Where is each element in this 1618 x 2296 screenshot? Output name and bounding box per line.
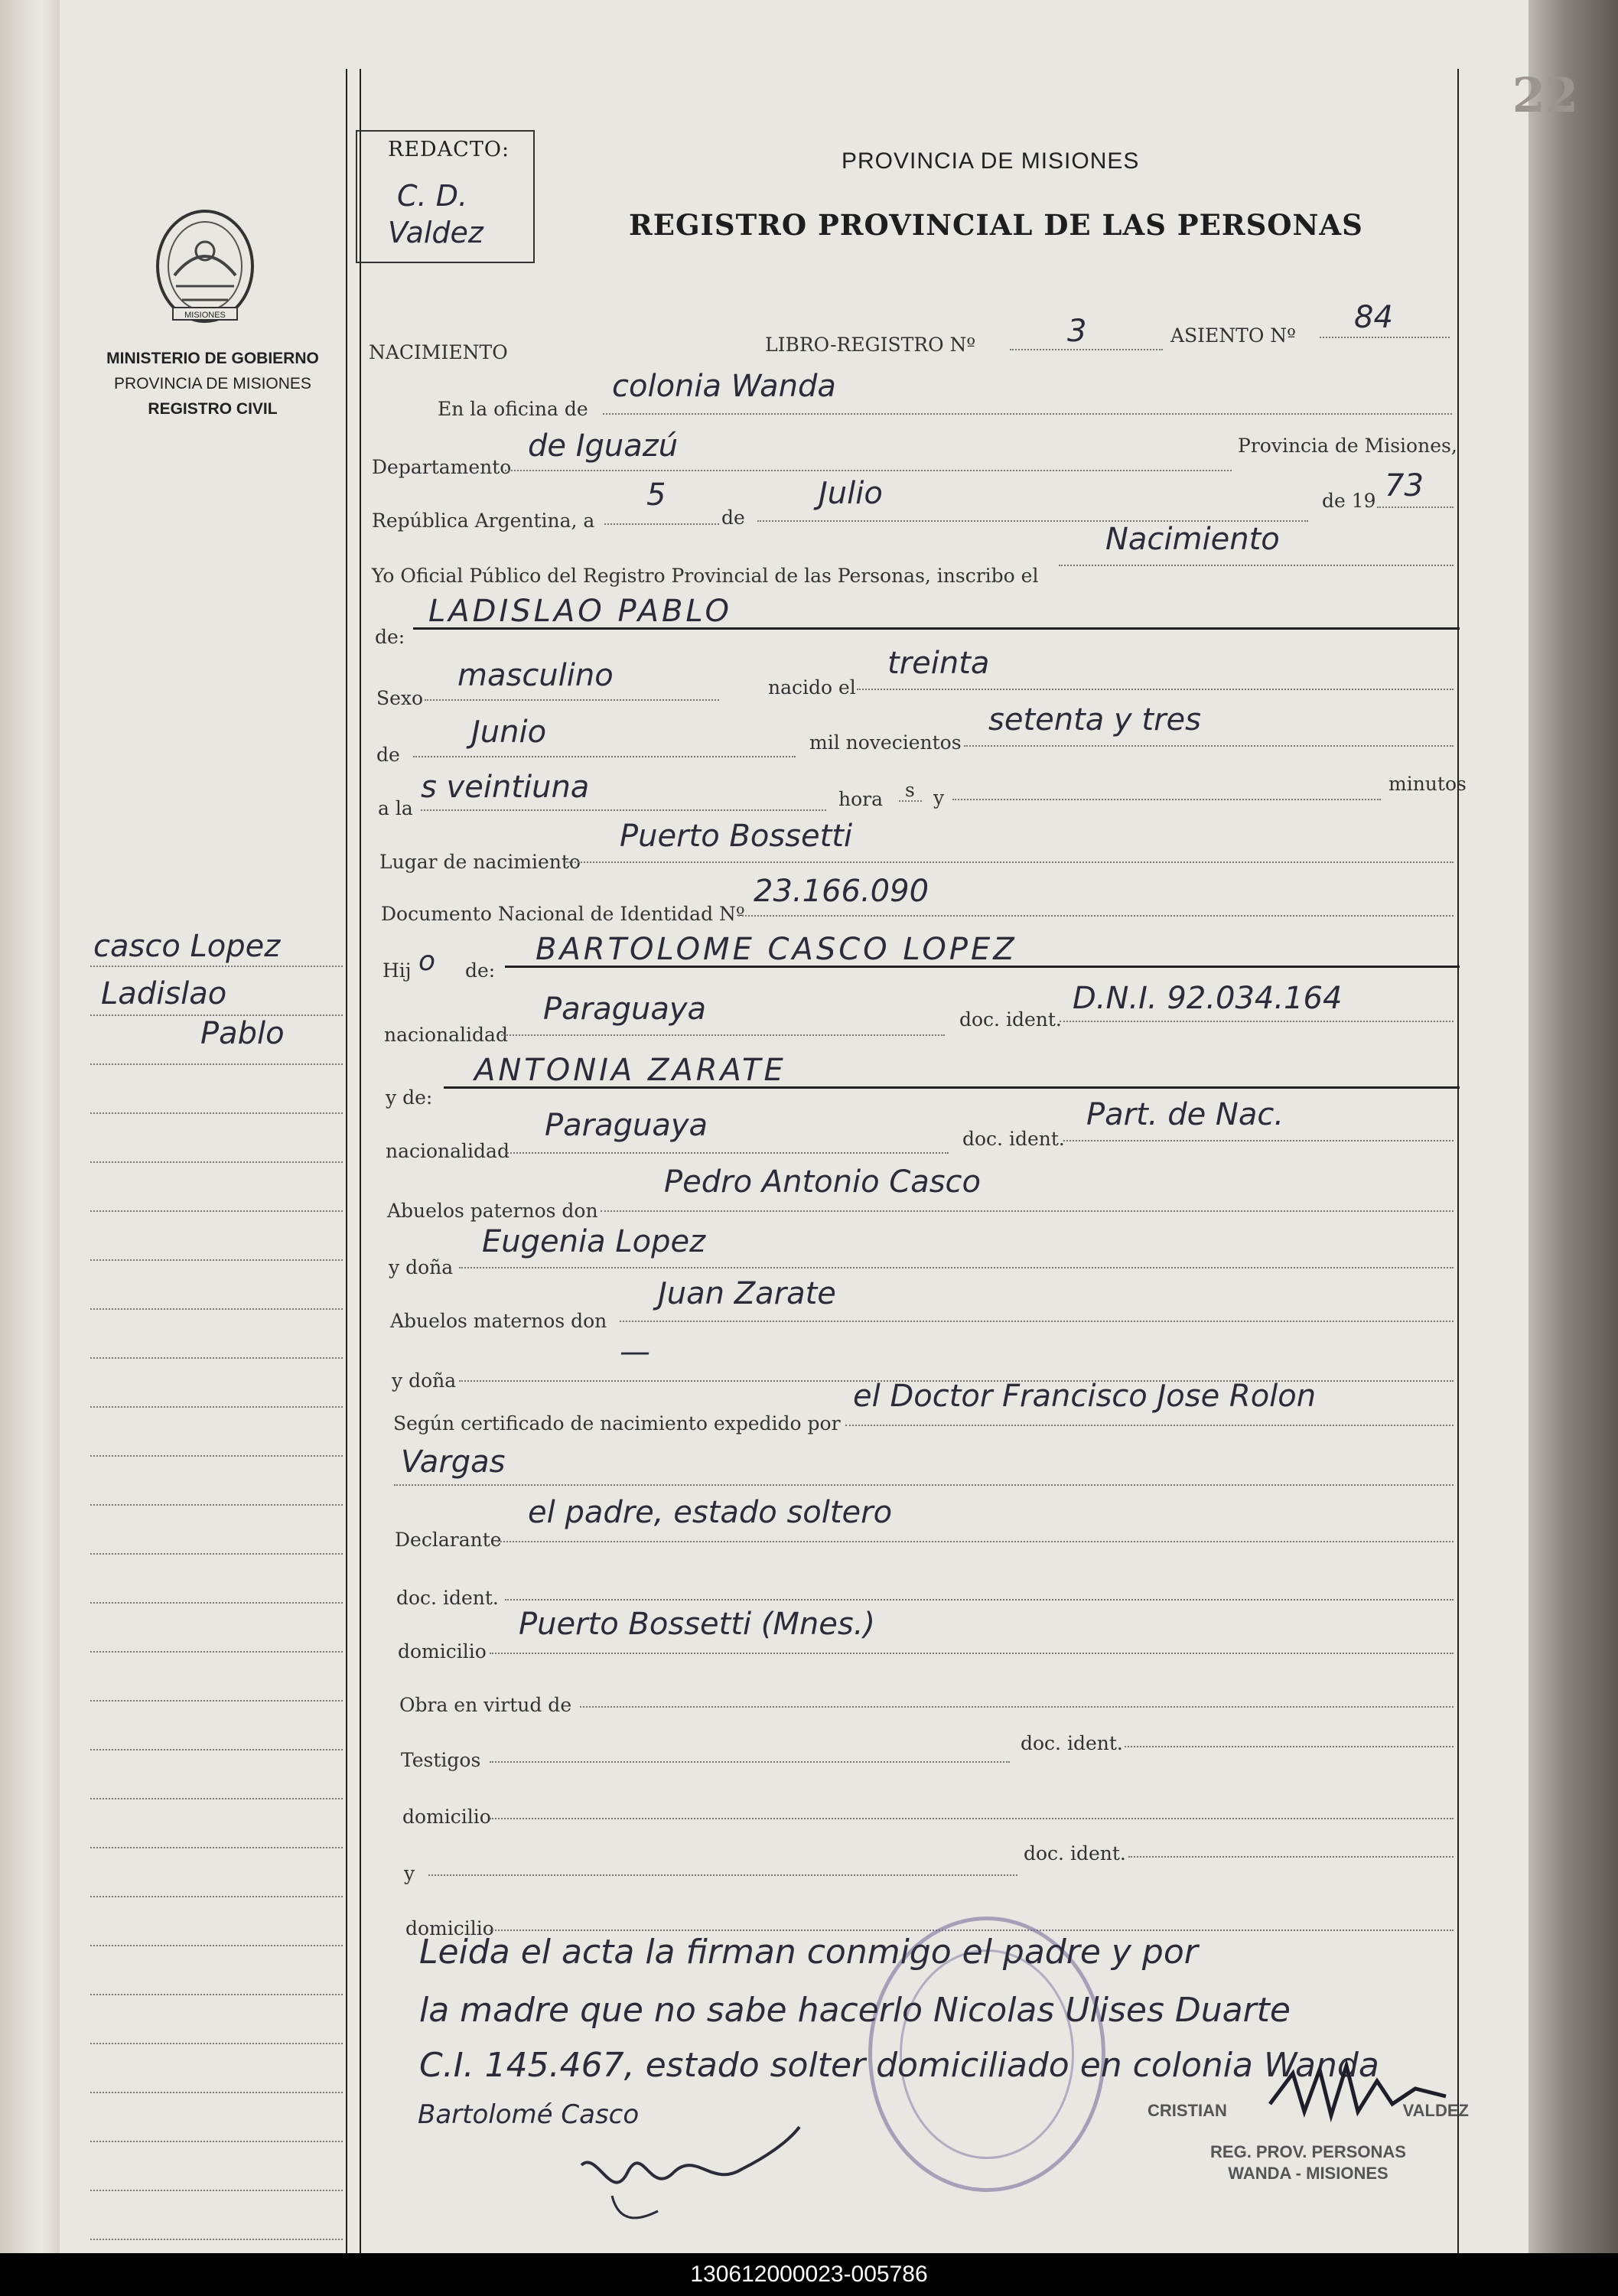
margin-line bbox=[90, 1651, 343, 1653]
domicilio2-line bbox=[490, 1818, 1454, 1819]
hora-line bbox=[421, 809, 826, 811]
nac2-value: Paraguaya bbox=[545, 1108, 708, 1143]
sexo-label: Sexo bbox=[376, 687, 424, 709]
hijo-label: Hij bbox=[383, 959, 412, 982]
oficial-line bbox=[1059, 565, 1454, 566]
docid4-label: doc. ident. bbox=[1021, 1732, 1123, 1754]
docid2-label: doc. ident. bbox=[962, 1128, 1065, 1150]
abuelo-pat-line bbox=[601, 1210, 1454, 1212]
book-edge bbox=[1528, 0, 1618, 2253]
y2-label: y bbox=[404, 1862, 415, 1884]
dia-line bbox=[604, 523, 719, 525]
margin-line bbox=[90, 1945, 343, 1946]
margin-name1: Ladislao bbox=[101, 976, 227, 1011]
milnov-label: mil novecientos bbox=[809, 731, 962, 754]
oficina-line bbox=[603, 413, 1452, 415]
nacido-line bbox=[857, 689, 1454, 690]
abuela-pat-line bbox=[459, 1267, 1454, 1268]
oficial-label: Yo Oficial Público del Registro Provincial de las Personas, inscribo el bbox=[372, 565, 1039, 587]
mes-nac-line bbox=[413, 756, 796, 757]
certificado-value: el Doctor Francisco Jose Rolon bbox=[853, 1379, 1317, 1414]
margin-line bbox=[90, 1798, 343, 1799]
father-signature: Bartolomé Casco bbox=[418, 2099, 640, 2130]
domicilio-value: Puerto Bossetti (Mnes.) bbox=[519, 1607, 876, 1642]
docid4-line bbox=[1125, 1746, 1454, 1747]
departamento-label: Departamento bbox=[372, 456, 512, 478]
margin-line bbox=[90, 966, 343, 967]
official-stamp bbox=[1140, 2100, 1476, 2184]
certificado-value2: Vargas bbox=[401, 1444, 506, 1480]
oficial-value: Nacimiento bbox=[1105, 522, 1280, 557]
right-rule bbox=[1457, 69, 1459, 2253]
margin-line bbox=[90, 2239, 343, 2240]
oficina-label: En la oficina de bbox=[438, 398, 588, 420]
asiento-label: ASIENTO Nº bbox=[1170, 324, 1296, 347]
nota-line2: la madre que no sabe hacerlo Nicolas Ulises Duarte bbox=[419, 1991, 1291, 2030]
testigos-line bbox=[490, 1761, 1010, 1763]
domicilio3-label: domicilio bbox=[405, 1917, 494, 1939]
nac1-line bbox=[501, 1034, 945, 1036]
margin-line bbox=[90, 1504, 343, 1506]
margin-line bbox=[90, 2141, 343, 2142]
margin-line bbox=[90, 1553, 343, 1555]
margin-line bbox=[90, 1308, 343, 1310]
margin-line bbox=[90, 2092, 343, 2093]
nacido-label: nacido el bbox=[768, 676, 856, 699]
de3-label: de bbox=[376, 744, 400, 766]
domicilio-line bbox=[490, 1653, 1454, 1654]
registry-title: REGISTRO PROVINCIAL DE LAS PERSONAS bbox=[629, 208, 1363, 242]
margin-surname: casco Lopez bbox=[93, 929, 281, 964]
sexo-line bbox=[425, 699, 719, 701]
y2-line bbox=[428, 1874, 1017, 1876]
nac1-label: nacionalidad bbox=[384, 1024, 508, 1046]
mes-value: Julio bbox=[819, 476, 883, 511]
ydona1-label: y doña bbox=[389, 1256, 454, 1278]
docid5-label: doc. ident. bbox=[1024, 1842, 1126, 1864]
nota-line1: Leida el acta la firman conmigo el padre y por bbox=[419, 1933, 1198, 1972]
docid2-value: Part. de Nac. bbox=[1086, 1097, 1284, 1132]
seal-text: MISIONES bbox=[184, 311, 226, 320]
official-stamp-line2: VALDEZ bbox=[1402, 2101, 1469, 2120]
domicilio-label: domicilio bbox=[398, 1640, 487, 1663]
margin-name2: Pablo bbox=[200, 1016, 285, 1051]
witness-signature-icon bbox=[566, 2096, 811, 2234]
certificado-line bbox=[845, 1425, 1454, 1426]
ministry-line1: MINISTERIO DE GOBIERNO bbox=[106, 350, 319, 367]
lugar-value: Puerto Bossetti bbox=[620, 819, 853, 854]
de-label: de bbox=[721, 506, 745, 529]
margin-rule-left bbox=[346, 69, 347, 2253]
margin-line bbox=[90, 1259, 343, 1261]
ala-label: a la bbox=[378, 797, 413, 819]
margin-line bbox=[90, 1896, 343, 1897]
docid1-value: D.N.I. 92.034.164 bbox=[1073, 981, 1343, 1016]
redacto-line1: C. D. bbox=[397, 179, 468, 213]
lugar-label: Lugar de nacimiento bbox=[379, 851, 581, 873]
oficina-value: colonia Wanda bbox=[612, 369, 836, 404]
hijo-suffix: o bbox=[418, 946, 436, 977]
archive-code: 130612000023-005786 bbox=[0, 2253, 1618, 2296]
nacido-value: treinta bbox=[887, 646, 990, 681]
ministry-block bbox=[83, 346, 343, 422]
redacto-label: REDACTO: bbox=[388, 138, 510, 161]
margin-line bbox=[90, 1749, 343, 1750]
hora-suffix: s bbox=[905, 779, 915, 801]
abuelo-mat-line bbox=[620, 1321, 1454, 1322]
docid3-line bbox=[505, 1599, 1454, 1601]
abuelo-mat-value: Juan Zarate bbox=[658, 1276, 836, 1311]
libro-value: 3 bbox=[1067, 314, 1087, 349]
obra-label: Obra en virtud de bbox=[399, 1694, 572, 1716]
ministry-line2: PROVINCIA DE MISIONES bbox=[114, 375, 311, 392]
margin-rule-right bbox=[360, 69, 361, 2253]
hijo-de-label: de: bbox=[465, 959, 496, 982]
nombre-value: LADISLAO PABLO bbox=[428, 594, 732, 629]
anio-nac-line bbox=[964, 745, 1454, 747]
provincial-seal-icon bbox=[151, 207, 259, 329]
margin-line bbox=[90, 1455, 343, 1457]
minutos-label: minutos bbox=[1388, 773, 1467, 795]
declarante-line bbox=[497, 1541, 1454, 1542]
docid5-line bbox=[1128, 1856, 1454, 1858]
hora-suffix-line bbox=[899, 800, 922, 802]
libro-line bbox=[1010, 349, 1163, 350]
libro-label: LIBRO-REGISTRO Nº bbox=[765, 334, 976, 356]
y-label: y bbox=[933, 787, 945, 809]
margin-line bbox=[90, 2043, 343, 2044]
redacto-box bbox=[356, 130, 535, 263]
sexo-value: masculino bbox=[457, 658, 614, 693]
nacimiento-label: NACIMIENTO bbox=[369, 341, 508, 363]
margin-line bbox=[90, 2190, 343, 2191]
declarante-label: Declarante bbox=[395, 1529, 502, 1551]
abuelos-mat-label: Abuelos maternos don bbox=[390, 1310, 607, 1332]
docid1-label: doc. ident. bbox=[959, 1008, 1062, 1031]
docid3-label: doc. ident. bbox=[396, 1587, 499, 1609]
yde-label: y de: bbox=[386, 1086, 433, 1109]
dni-label: Documento Nacional de Identidad Nº bbox=[381, 903, 745, 925]
nac1-value: Paraguaya bbox=[543, 992, 707, 1027]
margin-line bbox=[90, 1847, 343, 1848]
asiento-line bbox=[1320, 337, 1450, 338]
mes-nac-value: Junio bbox=[471, 715, 547, 750]
margin-line bbox=[90, 1357, 343, 1359]
margin-line bbox=[90, 1700, 343, 1702]
margin-line bbox=[90, 1063, 343, 1065]
margin-line bbox=[90, 1161, 343, 1163]
minutos-line bbox=[952, 799, 1381, 800]
margin-line bbox=[90, 1210, 343, 1212]
page-number: 22 bbox=[1512, 67, 1578, 123]
margin-line bbox=[90, 1994, 343, 1995]
redacto-line2: Valdez bbox=[388, 216, 483, 249]
margin-line bbox=[90, 1406, 343, 1408]
lugar-line bbox=[566, 861, 1454, 863]
departamento-value: de Iguazú bbox=[528, 428, 679, 464]
dni-line bbox=[738, 915, 1454, 917]
hora-value: s veintiuna bbox=[421, 770, 590, 805]
anio-label: de 19 bbox=[1322, 490, 1376, 512]
certificado-line2 bbox=[394, 1484, 1454, 1486]
anio-nac-value: setenta y tres bbox=[988, 702, 1201, 738]
padre-value: BARTOLOME CASCO LOPEZ bbox=[536, 932, 1017, 967]
anio-line bbox=[1377, 506, 1454, 508]
certificado-label: Según certificado de nacimiento expedido por bbox=[393, 1412, 841, 1435]
dni-value: 23.166.090 bbox=[754, 874, 929, 909]
provincia-label: Provincia de Misiones, bbox=[1238, 435, 1457, 457]
republica-label: República Argentina, a bbox=[372, 510, 595, 532]
abuela-pat-value: Eugenia Lopez bbox=[482, 1224, 706, 1259]
nota-line3: C.I. 145.467, estado solter domiciliado en colonia Wanda bbox=[419, 2046, 1379, 2085]
abuela-mat-value: — bbox=[620, 1334, 650, 1369]
abuelos-pat-label: Abuelos paternos don bbox=[387, 1200, 598, 1222]
nac2-label: nacionalidad bbox=[386, 1140, 509, 1162]
obra-line bbox=[580, 1706, 1454, 1708]
docid1-line bbox=[1060, 1021, 1454, 1022]
de2-label: de: bbox=[375, 626, 405, 648]
docid2-line bbox=[1063, 1140, 1454, 1141]
official-stamp-line1: CRISTIAN bbox=[1148, 2101, 1227, 2120]
margin-line bbox=[90, 1112, 343, 1114]
book-binding bbox=[0, 0, 60, 2253]
domicilio2-label: domicilio bbox=[402, 1806, 491, 1828]
ydona2-label: y doña bbox=[392, 1369, 457, 1392]
madre-value: ANTONIA ZARATE bbox=[474, 1053, 786, 1088]
dia-value: 5 bbox=[646, 477, 666, 513]
province-heading: PROVINCIA DE MISIONES bbox=[842, 148, 1140, 174]
departamento-line bbox=[505, 470, 1232, 471]
margin-line bbox=[90, 1602, 343, 1604]
abuelo-pat-value: Pedro Antonio Casco bbox=[664, 1164, 982, 1200]
hora-label: hora bbox=[838, 788, 884, 810]
official-stamp-line4: WANDA - MISIONES bbox=[1228, 2164, 1388, 2183]
asiento-value: 84 bbox=[1354, 300, 1393, 335]
anio-value: 73 bbox=[1385, 468, 1424, 503]
testigos-label: Testigos bbox=[401, 1749, 481, 1771]
nac2-line bbox=[505, 1152, 949, 1154]
ministry-line3: REGISTRO CIVIL bbox=[148, 400, 278, 418]
official-stamp-line3: REG. PROV. PERSONAS bbox=[1210, 2142, 1406, 2161]
declarante-value: el padre, estado soltero bbox=[528, 1495, 893, 1530]
